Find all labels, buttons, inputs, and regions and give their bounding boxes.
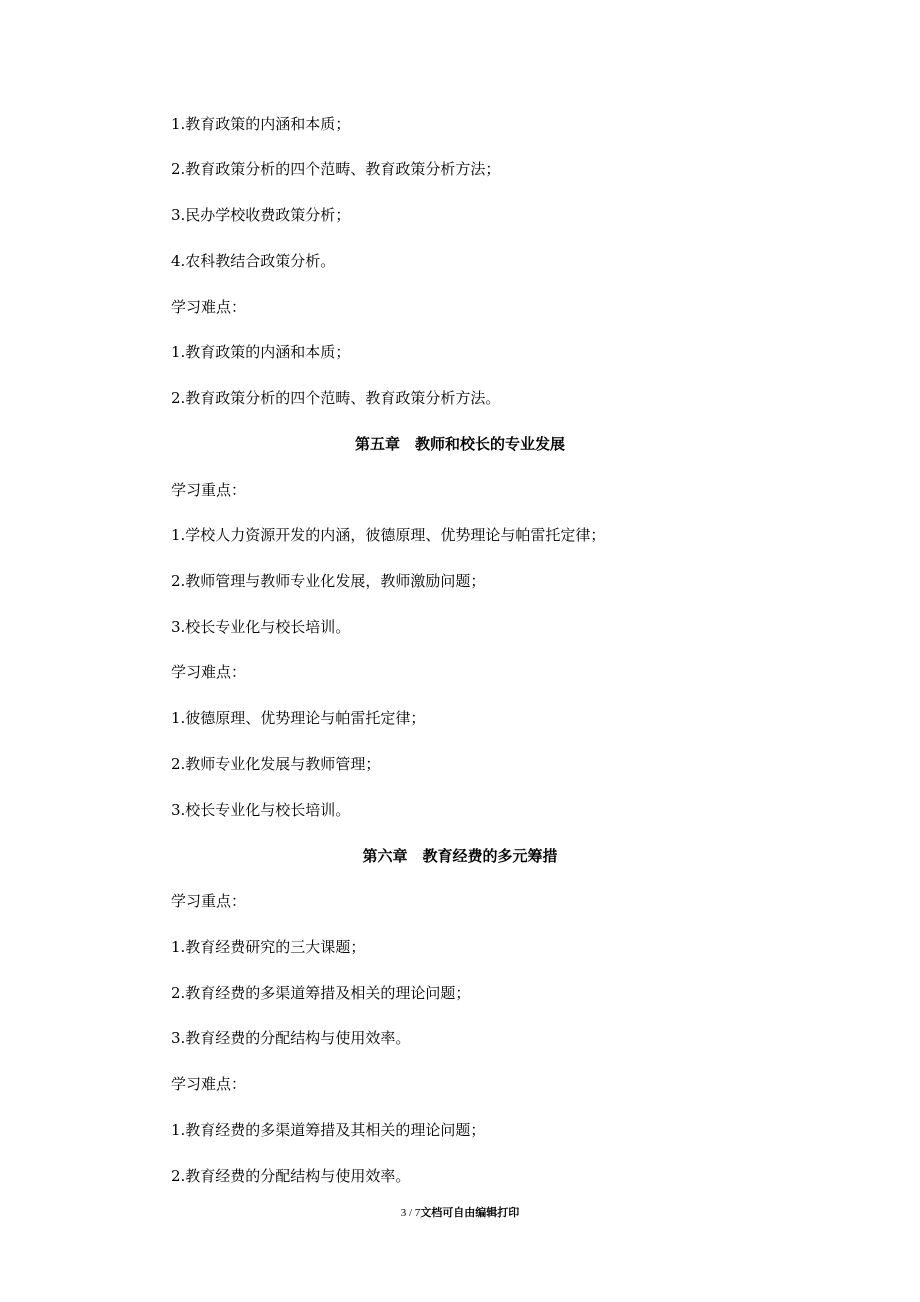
chapter-5-title: 第五章 教师和校长的专业发展 (354, 435, 565, 453)
list-item: 2.教育政策分析的四个范畴、教育政策分析方法； (171, 160, 501, 178)
list-item: 1.教育经费研究的三大课题； (171, 938, 366, 956)
section-label: 学习重点： (171, 481, 247, 499)
list-item: 1.学校人力资源开发的内涵，彼德原理、优势理论与帕雷托定律； (171, 526, 606, 544)
section-label: 学习难点： (171, 1075, 247, 1093)
section-label: 学习重点： (171, 892, 247, 910)
footer-note: 文档可自由编辑打印 (420, 1206, 520, 1219)
chapter-6-title: 第六章 教育经费的多元筹措 (362, 847, 558, 865)
list-item: 1.教育政策的内涵和本质； (171, 343, 351, 361)
list-item: 2.教育经费的多渠道筹措及相关的理论问题； (171, 984, 471, 1002)
list-item: 3.校长专业化与校长培训。 (171, 801, 351, 819)
list-item: 2.教师管理与教师专业化发展，教师激励问题； (171, 572, 486, 590)
section-label: 学习难点： (171, 663, 247, 681)
list-item: 3.民办学校收费政策分析； (171, 206, 351, 224)
list-item: 1.彼德原理、优势理论与帕雷托定律； (171, 709, 426, 727)
list-item: 1.教育政策的内涵和本质； (171, 115, 351, 133)
list-item: 2.教育经费的分配结构与使用效率。 (171, 1167, 411, 1185)
page-number: 3 / 7 (400, 1207, 421, 1219)
section-label: 学习难点： (171, 298, 247, 316)
list-item: 3.教育经费的分配结构与使用效率。 (171, 1029, 411, 1047)
list-item: 1.教育经费的多渠道筹措及其相关的理论问题； (171, 1121, 486, 1139)
list-item: 3.校长专业化与校长培训。 (171, 618, 351, 636)
page-footer (0, 1205, 920, 1221)
list-item: 2.教师专业化发展与教师管理； (171, 755, 381, 773)
list-item: 4.农科教结合政策分析。 (171, 252, 336, 270)
list-item: 2.教育政策分析的四个范畴、教育政策分析方法。 (171, 389, 501, 407)
